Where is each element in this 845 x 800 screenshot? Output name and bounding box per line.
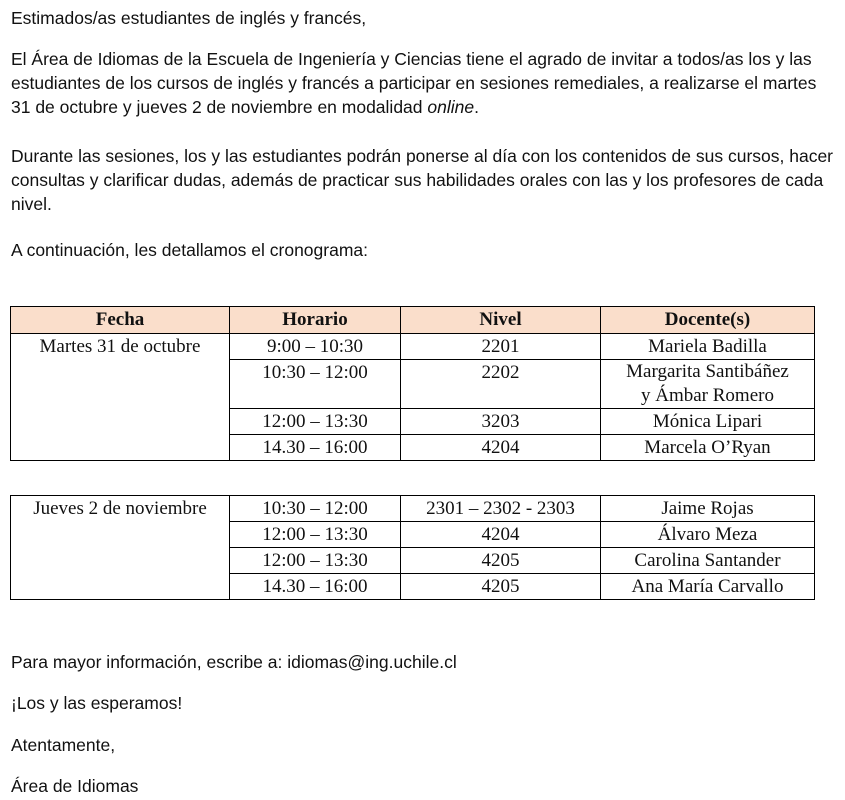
signature-line: Área de Idiomas xyxy=(11,776,139,796)
level-cell: 4204 xyxy=(401,435,601,461)
header-docentes: Docente(s) xyxy=(601,307,815,334)
signoff-line: Atentamente, xyxy=(11,735,116,755)
teacher-line-2: y Ámbar Romero xyxy=(641,385,774,406)
time-cell: 12:00 – 13:30 xyxy=(230,409,401,435)
teacher-cell: Ana María Carvallo xyxy=(601,574,815,600)
time-cell: 12:00 – 13:30 xyxy=(230,548,401,574)
time-cell: 14.30 – 16:00 xyxy=(230,435,401,461)
teacher-cell: Mónica Lipari xyxy=(601,409,815,435)
intro-italic-online: online xyxy=(427,97,475,117)
teacher-cell: Mariela Badilla xyxy=(601,334,815,360)
header-horario: Horario xyxy=(230,307,401,334)
level-cell: 2301 – 2302 - 2303 xyxy=(401,496,601,522)
schedule-table-november xyxy=(10,495,815,600)
time-cell: 9:00 – 10:30 xyxy=(230,334,401,360)
level-cell: 2201 xyxy=(401,334,601,360)
time-cell: 14.30 – 16:00 xyxy=(230,574,401,600)
level-cell: 3203 xyxy=(401,409,601,435)
level-cell: 4205 xyxy=(401,574,601,600)
teacher-cell: Marcela O’Ryan xyxy=(601,435,815,461)
level-cell: 4204 xyxy=(401,522,601,548)
table-header-row xyxy=(11,307,815,334)
closing-line: ¡Los y las esperamos! xyxy=(11,693,183,713)
sessions-paragraph: Durante las sesiones, los y las estudiantes podrán ponerse al día con los contenidos de sus cursos, hacer consultas y clarificar dudas, además de practicar sus habilidades orales con las y los profesores de cada nivel. xyxy=(11,146,834,214)
date-cell: Jueves 2 de noviembre xyxy=(11,496,230,600)
intro-text: El Área de Idiomas de la Escuela de Ingeniería y Ciencias tiene el agrado de invitar a todos/as los y las estudiantes de los cursos de inglés y francés a participar en sesiones remediales, a realizarse el martes 31 de octubre y jueves 2 de noviembre en modalidad xyxy=(11,49,817,117)
teacher-cell xyxy=(601,360,815,409)
teacher-cell: Jaime Rojas xyxy=(601,496,815,522)
intro-paragraph xyxy=(11,47,837,119)
contact-line: Para mayor información, escribe a: idiomas@ing.uchile.cl xyxy=(11,652,457,672)
level-cell: 4205 xyxy=(401,548,601,574)
teacher-line-1: Margarita Santibáñez xyxy=(626,361,789,382)
header-nivel: Nivel xyxy=(401,307,601,334)
greeting: Estimados/as estudiantes de inglés y francés, xyxy=(11,8,367,28)
teacher-cell: Carolina Santander xyxy=(601,548,815,574)
schedule-table-october xyxy=(10,306,815,461)
table-row xyxy=(11,496,815,522)
schedule-intro: A continuación, les detallamos el cronograma: xyxy=(11,240,369,260)
level-cell: 2202 xyxy=(401,360,601,409)
intro-text-end: . xyxy=(474,97,479,117)
time-cell: 10:30 – 12:00 xyxy=(230,496,401,522)
time-cell: 10:30 – 12:00 xyxy=(230,360,401,409)
table-row xyxy=(11,334,815,360)
header-fecha: Fecha xyxy=(11,307,230,334)
date-cell: Martes 31 de octubre xyxy=(11,334,230,461)
time-cell: 12:00 – 13:30 xyxy=(230,522,401,548)
teacher-cell: Álvaro Meza xyxy=(601,522,815,548)
